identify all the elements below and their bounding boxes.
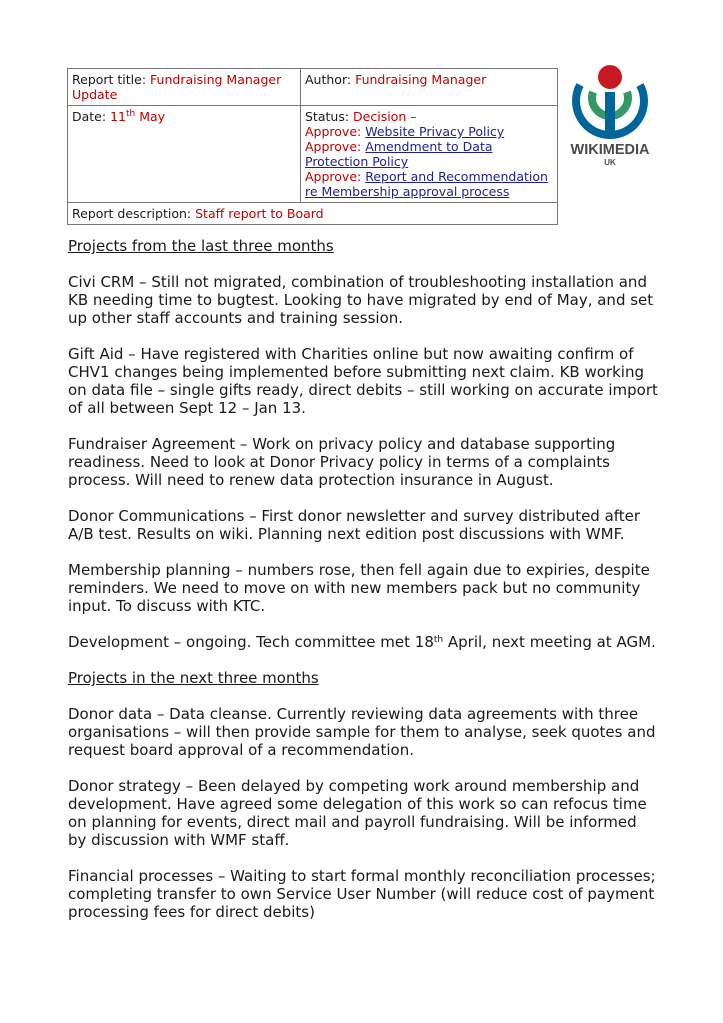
- report-title-cell: [68, 69, 301, 106]
- gift-aid-paragraph: Gift Aid – Have registered with Charities online but now awaiting confirm of CHV1 changes being implemented before submitting next claim. KB working on data file – single gifts ready, direct debits – still working on accurate import of all between Sept 12 – Jan 13.: [68, 345, 658, 417]
- membership-report-link[interactable]: Report and Recommendation re Membership approval process: [305, 169, 548, 199]
- financial-processes-paragraph: Financial processes – Waiting to start formal monthly reconciliation processes; completing transfer to own Service User Number (will reduce cost of payment processing fees for direct debits): [68, 867, 656, 921]
- civi-crm-paragraph: Civi CRM – Still not migrated, combination of troubleshooting installation and KB needing time to bugtest. Looking to have migrated by end of May, and set up other staff accounts and training session.: [68, 273, 654, 327]
- logo-stem: [605, 92, 615, 137]
- fundraiser-agreement-paragraph: Fundraiser Agreement – Work on privacy policy and database supporting readiness. Need to look at Donor Privacy policy in terms of a complaints process. Will need to renew data protection insurance in August.: [68, 435, 616, 489]
- donor-communications-paragraph: Donor Communications – First donor newsletter and survey distributed after A/B test. Results on wiki. Planning next edition post discussions with WMF.: [68, 507, 641, 543]
- wikimedia-uk-logo: [560, 62, 660, 172]
- section-heading-next-three-months: Projects in the next three months: [68, 669, 319, 687]
- date-value: 11th May: [110, 109, 166, 124]
- author-cell: [301, 69, 558, 106]
- report-body: [68, 237, 658, 939]
- report-title-label: Report title:: [72, 72, 147, 87]
- report-description-cell: [68, 203, 558, 225]
- description-value: Staff report to Board: [195, 206, 324, 221]
- status-label: Status:: [305, 109, 350, 124]
- date-cell: [68, 106, 301, 203]
- membership-planning-paragraph: Membership planning – numbers rose, then fell again due to expiries, despite reminders. We need to move on with new members pack but no community input. To discuss with KTC.: [68, 561, 650, 615]
- author-label: Author:: [305, 72, 352, 87]
- description-label: Report description:: [72, 206, 192, 221]
- approve-item: Approve: Website Privacy Policy: [305, 124, 505, 139]
- website-privacy-policy-link[interactable]: Website Privacy Policy: [365, 124, 505, 139]
- author-value: Fundraising Manager: [355, 72, 487, 87]
- status-cell: [301, 106, 558, 203]
- logo-dot: [598, 65, 622, 89]
- section-heading-last-three-months: Projects from the last three months: [68, 237, 334, 255]
- approve-item: Approve: Report and Recommendation re Membership approval process: [305, 169, 548, 199]
- status-value: Decision –: [353, 109, 417, 124]
- data-protection-policy-link[interactable]: Amendment to Data Protection Policy: [305, 139, 493, 169]
- donor-strategy-paragraph: Donor strategy – Been delayed by competing work around membership and development. Have agreed some delegation of this work so can refocus time on planning for events, direct mail and payroll fundraising. Will be informed by discussion with WMF staff.: [68, 777, 647, 849]
- development-paragraph: Development – ongoing. Tech committee met 18th April, next meeting at AGM.: [68, 633, 656, 651]
- donor-data-paragraph: Donor data – Data cleanse. Currently reviewing data agreements with three organisations – will then provide sample for them to analyse, seek quotes and request board approval of a recommendation.: [68, 705, 656, 759]
- date-label: Date:: [72, 109, 107, 124]
- logo-text: WIKIMEDIA: [570, 142, 650, 158]
- approve-item: Approve: Amendment to Data Protection Policy: [305, 139, 493, 169]
- report-title-value: Fundraising Manager Update: [72, 72, 282, 102]
- logo-subtext: UK: [604, 158, 616, 167]
- report-header-table: [67, 68, 558, 225]
